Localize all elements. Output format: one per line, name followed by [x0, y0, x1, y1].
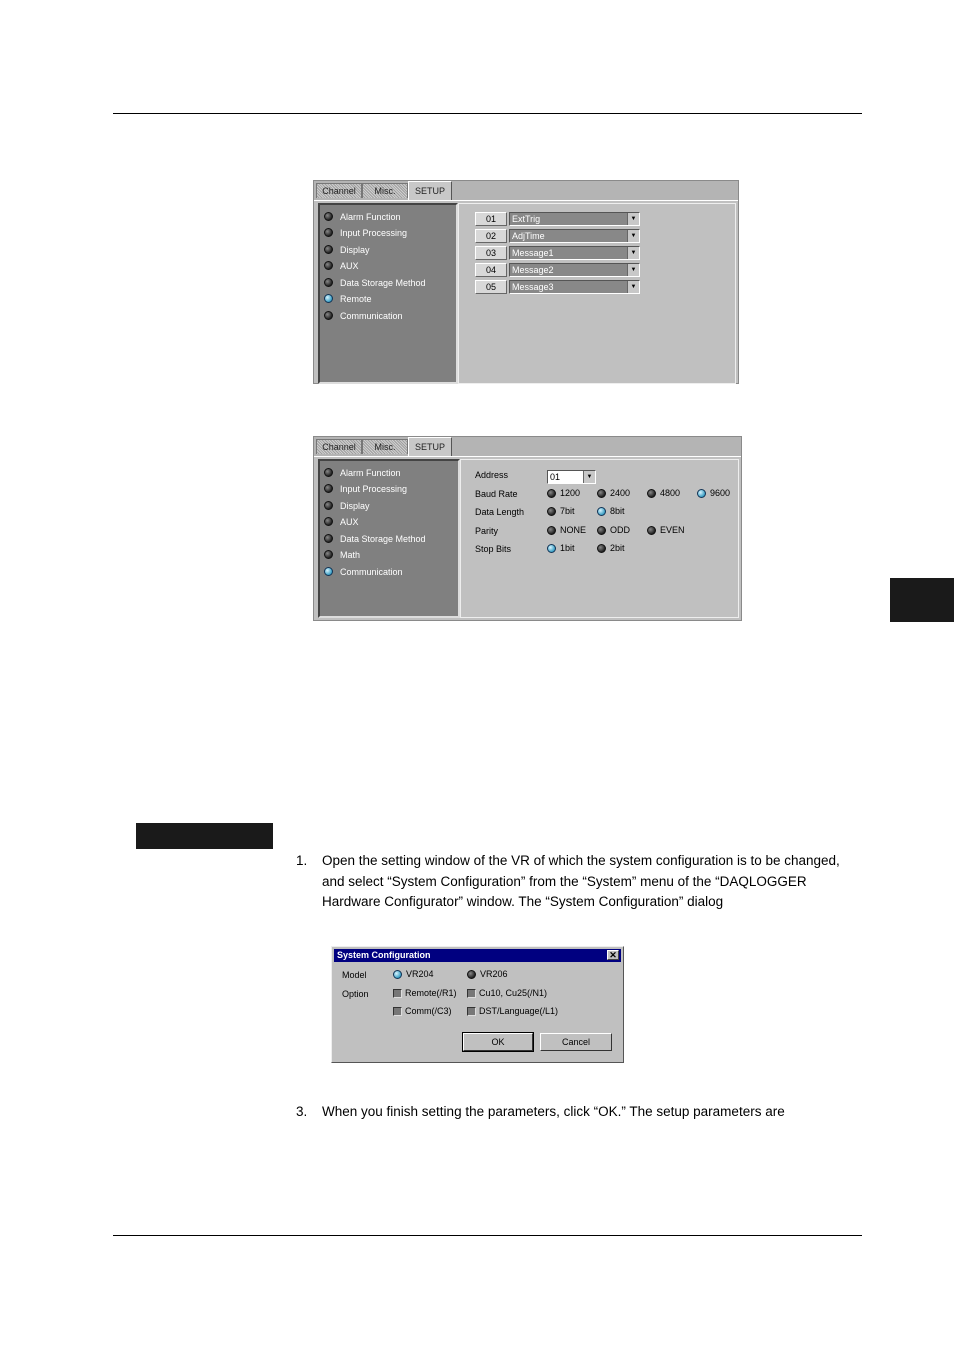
model-label: Model [342, 970, 367, 980]
indicator-led-icon [324, 294, 333, 303]
indicator-led-icon [324, 484, 333, 493]
nav-alarm-function[interactable] [324, 466, 401, 479]
baud-4800-radio[interactable] [647, 488, 680, 498]
tab-misc[interactable]: Misc. [362, 183, 408, 198]
indicator-led-icon [324, 311, 333, 320]
radio-icon [547, 489, 556, 498]
option-label: ODD [610, 525, 630, 535]
radio-icon [647, 489, 656, 498]
baud-1200-radio[interactable] [547, 488, 580, 498]
tab-channel[interactable]: Channel [316, 183, 362, 198]
chevron-down-icon[interactable]: ▼ [627, 213, 639, 225]
nav-label: Remote [340, 293, 372, 304]
nav-label: Data Storage Method [340, 533, 426, 544]
option-label: 1200 [560, 488, 581, 498]
tab-setup[interactable]: SETUP [408, 181, 452, 200]
select-value: Message2 [512, 265, 554, 275]
baud-9600-radio[interactable] [697, 488, 730, 498]
select-value: Message1 [512, 248, 554, 258]
nav-remote[interactable] [324, 292, 372, 305]
setup-nav-panel [318, 203, 458, 384]
option-label: Option [342, 989, 369, 999]
tab-misc[interactable]: Misc. [362, 439, 408, 454]
chevron-down-icon[interactable]: ▼ [627, 247, 639, 259]
indicator-led-icon [324, 245, 333, 254]
checkbox-icon [467, 989, 476, 998]
baud-2400-radio[interactable] [597, 488, 630, 498]
nav-label: Math [340, 549, 361, 560]
radio-icon [647, 526, 656, 535]
chapter-tab [890, 578, 954, 622]
chevron-down-icon[interactable]: ▼ [627, 264, 639, 276]
cancel-button[interactable]: Cancel [540, 1033, 612, 1051]
ok-button[interactable]: OK [463, 1033, 533, 1051]
option-label: 7bit [560, 506, 575, 516]
radio-icon [597, 507, 606, 516]
remote-slot-number: 05 [475, 280, 507, 294]
nav-label: Input Processing [340, 227, 408, 238]
nav-data-storage-method[interactable] [324, 532, 426, 545]
option-label: EVEN [660, 525, 685, 535]
close-icon[interactable]: ✕ [607, 950, 619, 960]
indicator-led-icon [324, 228, 333, 237]
nav-aux[interactable] [324, 259, 359, 272]
option-label: 2bit [610, 543, 625, 553]
checkbox-icon [467, 1007, 476, 1016]
stop-1bit-radio[interactable] [547, 543, 575, 553]
remote-slot-select[interactable] [509, 229, 640, 243]
nav-label: Communication [340, 566, 403, 577]
radio-icon [597, 526, 606, 535]
nav-label: Display [340, 244, 370, 255]
tab-strip [314, 437, 741, 457]
option-label: 4800 [660, 488, 681, 498]
nav-aux[interactable] [324, 515, 359, 528]
option-label: VR204 [406, 969, 434, 979]
address-select[interactable] [547, 470, 596, 484]
indicator-led-icon [324, 534, 333, 543]
model-vr204-radio[interactable] [393, 969, 434, 979]
model-vr206-radio[interactable] [467, 969, 508, 979]
indicator-led-icon [324, 550, 333, 559]
radio-icon [547, 526, 556, 535]
step-text: Open the setting window of the VR of which the system configuration is to be changed, and select “System Configuration” from the “System” menu of the “DAQLOGGER Hardware Configurator” window. The “System Configuration” dialog [322, 853, 840, 909]
indicator-led-icon [324, 278, 333, 287]
length-7bit-radio[interactable] [547, 506, 575, 516]
chevron-down-icon[interactable]: ▼ [583, 471, 595, 483]
nav-label: Alarm Function [340, 467, 401, 478]
nav-math[interactable] [324, 548, 360, 561]
radio-icon [697, 489, 706, 498]
nav-communication[interactable] [324, 309, 403, 322]
indicator-led-icon [324, 468, 333, 477]
dialog-title-bar [334, 949, 621, 962]
setup-window-communication [313, 436, 742, 621]
step-number: 3. [296, 1104, 308, 1119]
option-label: VR206 [480, 969, 508, 979]
communication-settings-panel [460, 459, 739, 618]
address-label: Address [475, 470, 509, 480]
dialog-title: System Configuration [337, 950, 431, 960]
nav-label: Alarm Function [340, 211, 401, 222]
radio-icon [547, 507, 556, 516]
remote-slot-number: 01 [475, 212, 507, 226]
radio-icon [597, 544, 606, 553]
indicator-led-icon [324, 517, 333, 526]
chevron-down-icon[interactable]: ▼ [627, 230, 639, 242]
remote-slot-select[interactable] [509, 263, 640, 277]
procedure-heading-bar [136, 823, 273, 849]
select-value: 01 [550, 472, 561, 482]
parity-none-radio[interactable] [547, 525, 586, 535]
indicator-led-icon [324, 212, 333, 221]
parity-odd-radio[interactable] [597, 525, 630, 535]
baud-rate-label: Baud Rate [475, 489, 518, 499]
option-remote-checkbox[interactable] [393, 988, 457, 998]
nav-label: Input Processing [340, 483, 408, 494]
nav-label: AUX [340, 516, 359, 527]
nav-display[interactable] [324, 499, 370, 512]
nav-label: Display [340, 500, 370, 511]
nav-input-processing[interactable] [324, 482, 407, 495]
indicator-led-icon [324, 261, 333, 270]
checkbox-label: DST/Language(/L1) [479, 1006, 559, 1016]
option-cu10-cu25-checkbox[interactable] [467, 988, 547, 998]
nav-input-processing[interactable] [324, 226, 407, 239]
checkbox-label: Comm(/C3) [405, 1006, 452, 1016]
footer-rule [113, 1235, 862, 1236]
step-text: When you finish setting the parameters, click “OK.” The setup parameters are [322, 1104, 785, 1119]
setup-nav-panel [318, 459, 460, 618]
chevron-down-icon[interactable]: ▼ [627, 281, 639, 293]
option-label: 8bit [610, 506, 625, 516]
stop-bits-label: Stop Bits [475, 544, 512, 554]
checkbox-icon [393, 1007, 402, 1016]
nav-label: AUX [340, 260, 359, 271]
stop-2bit-radio[interactable] [597, 543, 625, 553]
step-number: 1. [296, 853, 308, 868]
option-comm-checkbox[interactable] [393, 1006, 452, 1016]
nav-data-storage-method[interactable] [324, 276, 426, 289]
nav-label: Communication [340, 310, 403, 321]
length-8bit-radio[interactable] [597, 506, 625, 516]
remote-settings-panel [458, 203, 736, 384]
radio-icon [393, 970, 402, 979]
indicator-led-icon [324, 567, 333, 576]
checkbox-icon [393, 989, 402, 998]
header-rule [113, 113, 862, 114]
checkbox-label: Cu10, Cu25(/N1) [479, 988, 548, 998]
data-length-label: Data Length [475, 507, 525, 517]
checkbox-label: Remote(/R1) [405, 988, 457, 998]
nav-communication[interactable] [324, 565, 403, 578]
option-label: NONE [560, 525, 587, 535]
option-label: 1bit [560, 543, 575, 553]
nav-display[interactable] [324, 243, 370, 256]
system-configuration-dialog [331, 946, 624, 1063]
tab-strip [314, 181, 738, 201]
select-value: ExtTrig [512, 214, 541, 224]
remote-slot-select[interactable] [509, 246, 640, 260]
option-dst-language-checkbox[interactable] [467, 1006, 558, 1016]
remote-slot-number: 03 [475, 246, 507, 260]
tab-channel[interactable]: Channel [316, 439, 362, 454]
parity-even-radio[interactable] [647, 525, 685, 535]
remote-slot-select[interactable] [509, 280, 640, 294]
setup-window-remote [313, 180, 739, 384]
nav-label: Data Storage Method [340, 277, 426, 288]
option-label: 2400 [610, 488, 631, 498]
radio-icon [597, 489, 606, 498]
indicator-led-icon [324, 501, 333, 510]
radio-icon [547, 544, 556, 553]
remote-slot-number: 02 [475, 229, 507, 243]
remote-slot-number: 04 [475, 263, 507, 277]
select-value: Message3 [512, 282, 554, 292]
radio-icon [467, 970, 476, 979]
option-label: 9600 [710, 488, 731, 498]
tab-setup[interactable]: SETUP [408, 437, 452, 456]
remote-slot-select[interactable] [509, 212, 640, 226]
select-value: AdjTime [512, 231, 545, 241]
nav-alarm-function[interactable] [324, 210, 401, 223]
parity-label: Parity [475, 526, 499, 536]
